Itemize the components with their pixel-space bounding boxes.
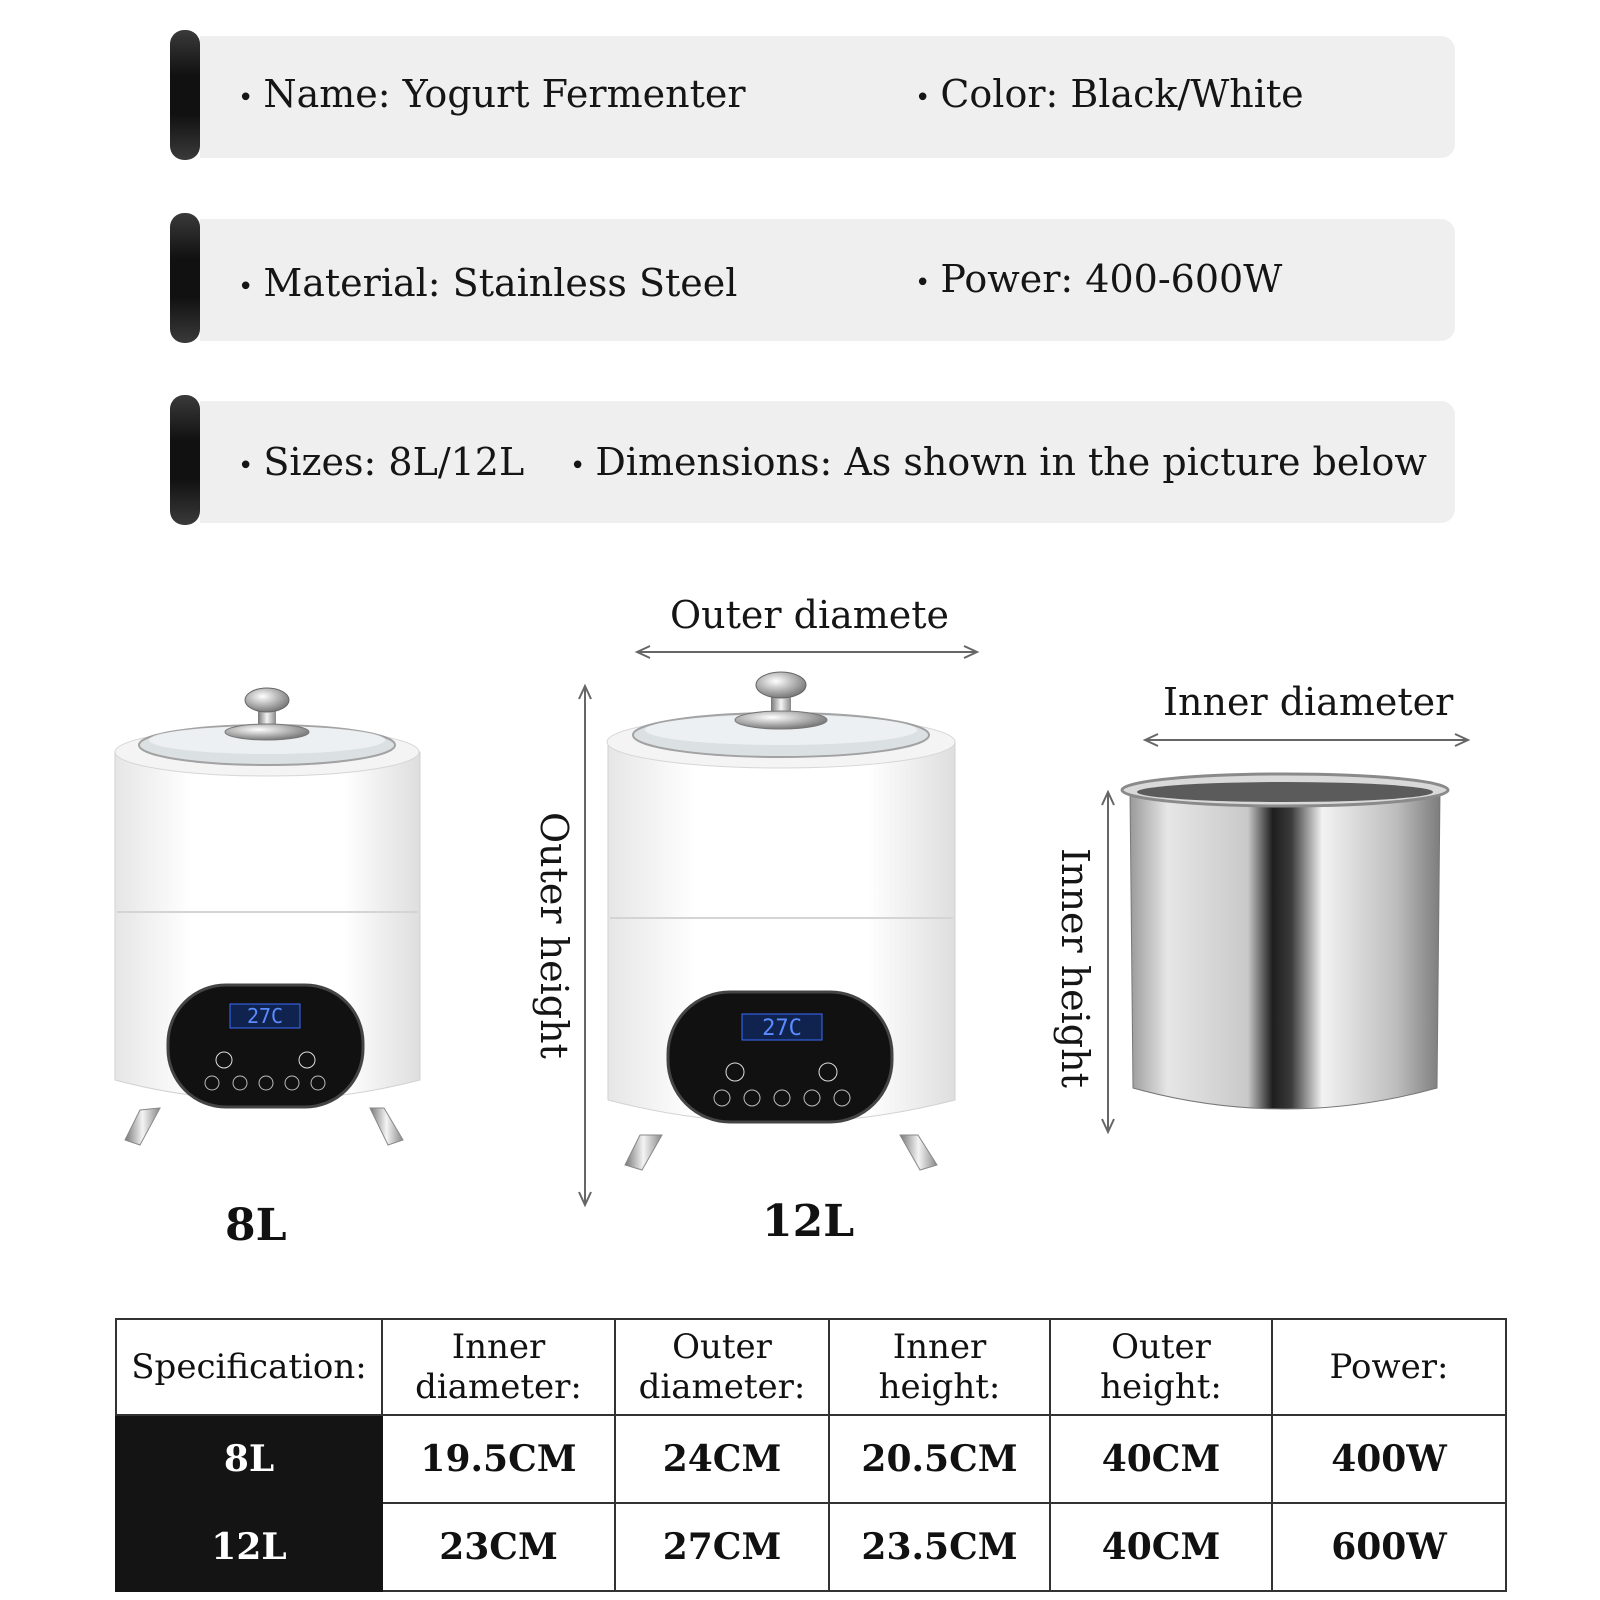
header-inner-diameter: Inner diameter: [382, 1319, 615, 1415]
appliance-8l [115, 688, 420, 1145]
inner-height-arrow [1102, 792, 1114, 1132]
size-label-8l: 8L [225, 1200, 287, 1251]
inner-diameter-label: Inner diameter [1163, 680, 1454, 724]
inner-diameter-arrow [1145, 734, 1468, 746]
table-header-row [116, 1319, 1506, 1415]
spec-table [115, 1318, 1507, 1592]
header-inner-height: Inner height: [829, 1319, 1050, 1415]
header-specification: Specification: [116, 1319, 382, 1415]
cell-inner-diameter: 23CM [382, 1503, 615, 1591]
table-row [116, 1415, 1506, 1503]
cell-inner-height: 23.5CM [829, 1503, 1050, 1591]
header-outer-height: Outer height: [1050, 1319, 1272, 1415]
appliance-12l [607, 672, 955, 1170]
cell-power: 600W [1272, 1503, 1506, 1591]
outer-height-arrow [579, 686, 591, 1205]
cell-outer-diameter: 24CM [615, 1415, 829, 1503]
cell-inner-height: 20.5CM [829, 1415, 1050, 1503]
control-panel-12l [668, 992, 892, 1122]
display-reading-8l: 27C [246, 1004, 284, 1028]
header-power: Power: [1272, 1319, 1506, 1415]
cell-inner-diameter: 19.5CM [382, 1415, 615, 1503]
cell-outer-diameter: 27CM [615, 1503, 829, 1591]
info-name: • Name: Yogurt Fermenter [238, 72, 746, 116]
cell-power: 400W [1272, 1415, 1506, 1503]
cell-outer-height: 40CM [1050, 1503, 1272, 1591]
size-label-12l: 12L [762, 1196, 855, 1247]
info-dimensions: • Dimensions: As shown in the picture below [570, 440, 1427, 484]
row-size-12l: 12L [116, 1503, 382, 1591]
info-sizes: • Sizes: 8L/12L [238, 440, 525, 484]
outer-height-label: Outer height [532, 812, 576, 1059]
info-material: • Material: Stainless Steel [238, 261, 738, 305]
outer-diameter-label: Outer diamete [670, 593, 950, 637]
inner-height-label: Inner height [1053, 848, 1097, 1088]
info-color: • Color: Black/White [915, 72, 1304, 116]
inner-pot [1122, 774, 1448, 1109]
display-reading-12l: 27C [762, 1016, 802, 1041]
header-outer-diameter: Outer diameter: [615, 1319, 829, 1415]
cell-outer-height: 40CM [1050, 1415, 1272, 1503]
outer-diameter-arrow [637, 646, 977, 658]
row-size-8l: 8L [116, 1415, 382, 1503]
info-power: • Power: 400-600W [915, 257, 1283, 301]
table-row [116, 1503, 1506, 1591]
